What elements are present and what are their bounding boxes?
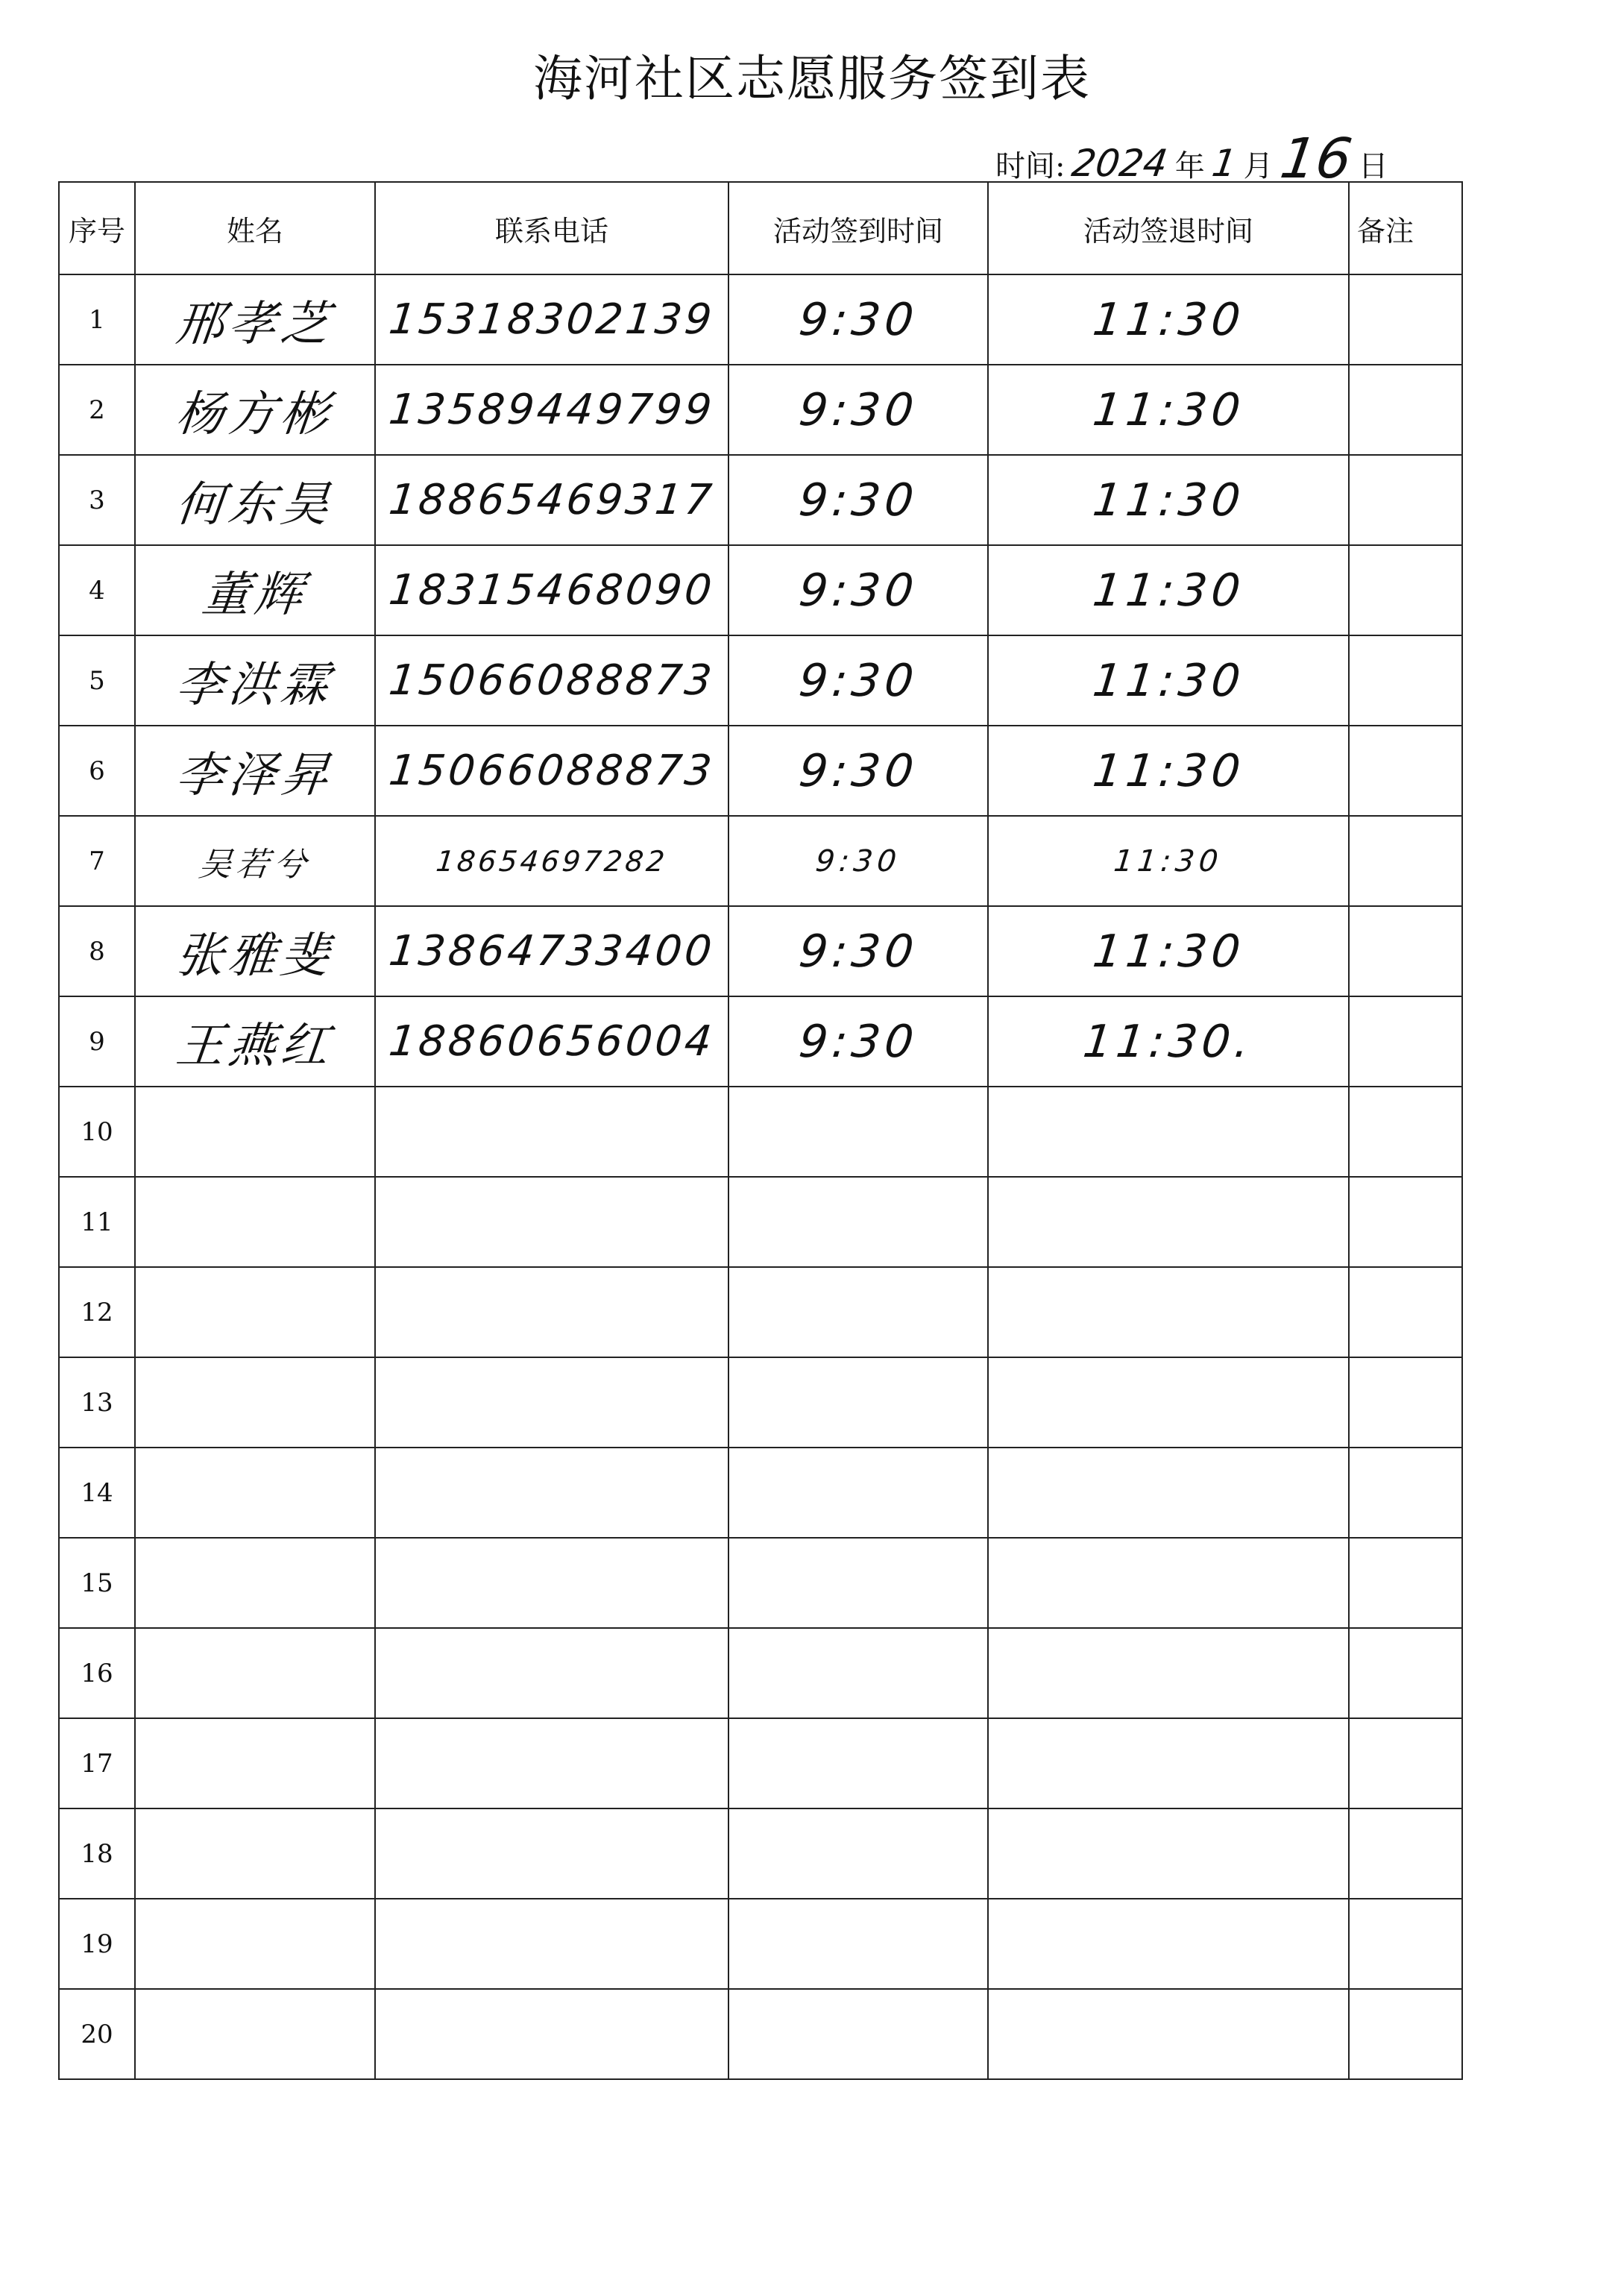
sign-out-time-cell	[988, 365, 1349, 455]
header-sign-out: 活动签退时间	[988, 182, 1349, 274]
row-number-cell: 19	[59, 1899, 135, 1989]
sign-in-time: 9:30	[813, 843, 903, 879]
remark-cell	[1349, 274, 1462, 365]
sign-out-time-cell	[988, 1628, 1349, 1718]
sign-out-time-cell	[988, 545, 1349, 635]
contact-phone-cell	[375, 545, 728, 635]
sign-out-time-cell	[988, 1899, 1349, 1989]
remark-cell	[1349, 1899, 1462, 1989]
remark-cell	[1349, 1087, 1462, 1177]
table-row	[59, 1718, 1462, 1808]
volunteer-name-cell	[135, 816, 375, 906]
row-number-cell: 13	[59, 1357, 135, 1448]
remark-cell	[1349, 906, 1462, 996]
table-row	[59, 1899, 1462, 1989]
volunteer-name-cell	[135, 635, 375, 726]
sign-out-time: 11:30	[1089, 474, 1247, 527]
sign-out-time-cell	[988, 1087, 1349, 1177]
table-row	[59, 1357, 1462, 1448]
date-year-unit: 年	[1174, 149, 1205, 183]
volunteer-name-cell	[135, 1538, 375, 1628]
table-row	[59, 1538, 1462, 1628]
header-sign-in: 活动签到时间	[728, 182, 988, 274]
row-number-cell: 14	[59, 1448, 135, 1538]
sign-out-time-cell	[988, 996, 1349, 1087]
contact-phone-cell	[375, 1899, 728, 1989]
table-row	[59, 455, 1462, 545]
remark-cell	[1349, 455, 1462, 545]
row-number-cell: 8	[59, 906, 135, 996]
date-year: 2024	[1069, 142, 1171, 185]
contact-phone: 15066088873	[386, 656, 717, 705]
contact-phone-cell	[375, 906, 728, 996]
row-number-cell: 2	[59, 365, 135, 455]
sign-in-time-cell	[728, 455, 988, 545]
contact-phone-cell	[375, 1357, 728, 1448]
contact-phone-cell	[375, 1177, 728, 1267]
table-row	[59, 274, 1462, 365]
volunteer-name: 李泽昇	[173, 747, 336, 803]
row-number-cell: 12	[59, 1267, 135, 1357]
contact-phone-cell	[375, 1087, 728, 1177]
date-month-unit: 月	[1243, 149, 1274, 183]
contact-phone: 18315468090	[386, 566, 717, 615]
sign-in-time-cell	[728, 1989, 988, 2079]
table-row	[59, 726, 1462, 816]
volunteer-name-cell	[135, 1267, 375, 1357]
sign-out-time-cell	[988, 274, 1349, 365]
row-number-cell: 18	[59, 1808, 135, 1899]
contact-phone-cell	[375, 996, 728, 1087]
sign-out-time: 11:30	[1089, 293, 1247, 346]
sign-in-time-cell	[728, 996, 988, 1087]
table-row	[59, 906, 1462, 996]
volunteer-name: 何东昊	[173, 477, 336, 532]
row-number-cell: 15	[59, 1538, 135, 1628]
sign-in-time-cell	[728, 1808, 988, 1899]
volunteer-name-cell	[135, 1357, 375, 1448]
remark-cell	[1349, 1357, 1462, 1448]
contact-phone: 15318302139	[386, 295, 717, 344]
remark-cell	[1349, 996, 1462, 1087]
volunteer-name: 张雅斐	[173, 928, 336, 984]
table-row	[59, 1177, 1462, 1267]
volunteer-name-cell	[135, 365, 375, 455]
sign-in-time-cell	[728, 726, 988, 816]
contact-phone-cell	[375, 1628, 728, 1718]
sign-in-time: 9:30	[796, 474, 921, 527]
row-number-cell: 17	[59, 1718, 135, 1808]
contact-phone-cell	[375, 1448, 728, 1538]
remark-cell	[1349, 1177, 1462, 1267]
remark-cell	[1349, 1718, 1462, 1808]
sign-out-time-cell	[988, 1267, 1349, 1357]
sign-out-time-cell	[988, 635, 1349, 726]
sign-out-time-cell	[988, 726, 1349, 816]
sign-in-time-cell	[728, 1267, 988, 1357]
sign-in-time-cell	[728, 816, 988, 906]
volunteer-name-cell	[135, 1177, 375, 1267]
date-month: 1	[1209, 142, 1239, 185]
contact-phone-cell	[375, 1808, 728, 1899]
table-row	[59, 996, 1462, 1087]
volunteer-name: 王燕红	[173, 1018, 336, 1074]
remark-cell	[1349, 545, 1462, 635]
row-number-cell: 10	[59, 1087, 135, 1177]
sign-in-time: 9:30	[796, 654, 921, 707]
sign-out-time-cell	[988, 1808, 1349, 1899]
sign-in-time-cell	[728, 1177, 988, 1267]
table-row	[59, 816, 1462, 906]
remark-cell	[1349, 1448, 1462, 1538]
volunteer-name: 董辉	[199, 567, 310, 623]
sign-in-time-cell	[728, 1538, 988, 1628]
sign-out-time-cell	[988, 906, 1349, 996]
table-row	[59, 365, 1462, 455]
remark-cell	[1349, 635, 1462, 726]
contact-phone-cell	[375, 635, 728, 726]
table-row	[59, 1087, 1462, 1177]
remark-cell	[1349, 1628, 1462, 1718]
contact-phone-cell	[375, 816, 728, 906]
sign-in-time-cell	[728, 1357, 988, 1448]
remark-cell	[1349, 1808, 1462, 1899]
contact-phone-cell	[375, 726, 728, 816]
table-row	[59, 635, 1462, 726]
sign-in-time-cell	[728, 906, 988, 996]
sign-out-time: 11:30	[1112, 843, 1225, 879]
table-row	[59, 1267, 1462, 1357]
volunteer-name-cell	[135, 996, 375, 1087]
row-number-cell: 9	[59, 996, 135, 1087]
sign-out-time: 11:30.	[1080, 1015, 1256, 1068]
header-remark: 备注	[1349, 182, 1462, 274]
contact-phone: 15066088873	[386, 747, 717, 795]
contact-phone-cell	[375, 274, 728, 365]
sheet-title: 海河社区志愿服务签到表	[533, 50, 1091, 107]
row-number-cell: 3	[59, 455, 135, 545]
row-number-cell: 5	[59, 635, 135, 726]
volunteer-name-cell	[135, 274, 375, 365]
contact-phone: 18654697282	[434, 844, 670, 878]
sign-out-time-cell	[988, 1989, 1349, 2079]
remark-cell	[1349, 726, 1462, 816]
volunteer-name-cell	[135, 1718, 375, 1808]
contact-phone-cell	[375, 365, 728, 455]
sign-in-time: 9:30	[796, 293, 921, 346]
remark-cell	[1349, 1989, 1462, 2079]
volunteer-name-cell	[135, 1808, 375, 1899]
header-no: 序号	[59, 182, 135, 274]
sign-in-time-cell	[728, 1718, 988, 1808]
sign-in-table	[58, 181, 1463, 2080]
row-number-cell: 16	[59, 1628, 135, 1718]
row-number-cell: 1	[59, 274, 135, 365]
remark-cell	[1349, 1538, 1462, 1628]
sign-in-time-cell	[728, 1628, 988, 1718]
contact-phone-cell	[375, 1267, 728, 1357]
sign-out-time-cell	[988, 1448, 1349, 1538]
volunteer-name-cell	[135, 906, 375, 996]
sign-out-time: 11:30	[1089, 925, 1247, 978]
sign-out-time: 11:30	[1089, 654, 1247, 707]
table-row	[59, 1448, 1462, 1538]
sign-in-time-cell	[728, 1087, 988, 1177]
volunteer-name-cell	[135, 545, 375, 635]
volunteer-name: 李洪霖	[173, 657, 336, 713]
remark-cell	[1349, 816, 1462, 906]
contact-phone-cell	[375, 455, 728, 545]
header-name: 姓名	[135, 182, 375, 274]
table-row	[59, 1628, 1462, 1718]
volunteer-name: 邢孝芝	[173, 296, 336, 352]
contact-phone: 18860656004	[386, 1017, 717, 1066]
sign-out-time-cell	[988, 1538, 1349, 1628]
sign-in-time: 9:30	[796, 564, 921, 617]
table-row	[59, 545, 1462, 635]
sign-out-time-cell	[988, 1357, 1349, 1448]
volunteer-name-cell	[135, 1448, 375, 1538]
header-phone: 联系电话	[375, 182, 728, 274]
contact-phone-cell	[375, 1989, 728, 2079]
date-line	[995, 127, 1388, 191]
row-number-cell: 11	[59, 1177, 135, 1267]
row-number-cell: 7	[59, 816, 135, 906]
row-number-cell: 4	[59, 545, 135, 635]
volunteer-name: 杨方彬	[173, 386, 336, 442]
sign-in-time-cell	[728, 1448, 988, 1538]
volunteer-name-cell	[135, 455, 375, 545]
volunteer-name: 吴若兮	[196, 845, 313, 884]
date-label: 时间:	[995, 149, 1066, 183]
row-number-cell: 20	[59, 1989, 135, 2079]
sign-in-time-cell	[728, 365, 988, 455]
volunteer-name-cell	[135, 1899, 375, 1989]
contact-phone-cell	[375, 1538, 728, 1628]
sign-in-time-cell	[728, 635, 988, 726]
sign-in-time: 9:30	[796, 1015, 921, 1068]
sign-out-time-cell	[988, 816, 1349, 906]
date-day-unit: 日	[1358, 149, 1388, 183]
contact-phone-cell	[375, 1718, 728, 1808]
sign-out-time-cell	[988, 1718, 1349, 1808]
sign-in-time-cell	[728, 1899, 988, 1989]
table-body	[59, 274, 1462, 2079]
date-day: 16	[1276, 127, 1356, 191]
volunteer-name-cell	[135, 1628, 375, 1718]
sign-out-time: 11:30	[1089, 383, 1247, 436]
table-row	[59, 1989, 1462, 2079]
volunteer-name-cell	[135, 1087, 375, 1177]
sign-in-time: 9:30	[796, 383, 921, 436]
contact-phone: 13864733400	[386, 927, 717, 975]
volunteer-name-cell	[135, 1989, 375, 2079]
contact-phone: 13589449799	[386, 386, 717, 434]
row-number-cell: 6	[59, 726, 135, 816]
remark-cell	[1349, 1267, 1462, 1357]
sign-in-time-cell	[728, 274, 988, 365]
contact-phone: 18865469317	[386, 476, 717, 524]
remark-cell	[1349, 365, 1462, 455]
table-row	[59, 1808, 1462, 1899]
sign-in-time-cell	[728, 545, 988, 635]
sign-in-time: 9:30	[796, 744, 921, 797]
sign-out-time: 11:30	[1089, 564, 1247, 617]
sign-in-time: 9:30	[796, 925, 921, 978]
table-header-row	[59, 182, 1462, 274]
volunteer-name-cell	[135, 726, 375, 816]
sign-out-time-cell	[988, 455, 1349, 545]
sign-out-time: 11:30	[1089, 744, 1247, 797]
sign-out-time-cell	[988, 1177, 1349, 1267]
